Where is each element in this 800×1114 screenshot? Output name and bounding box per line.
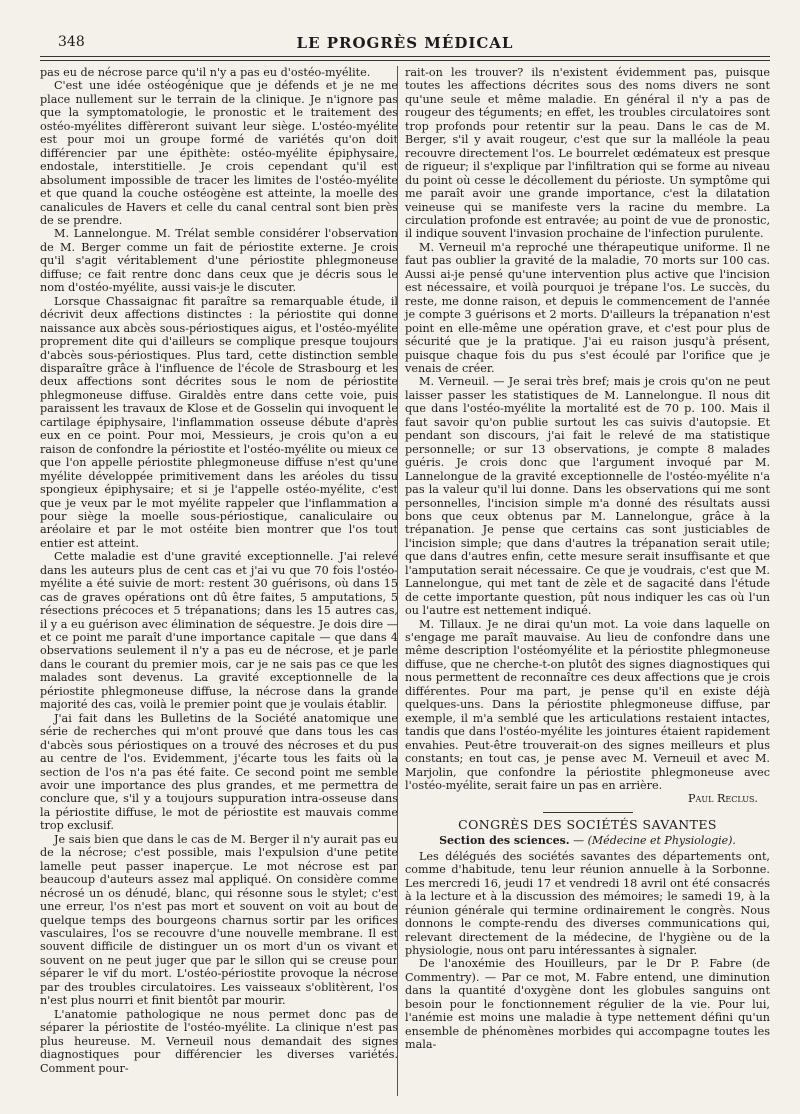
subtitle-italic: (Médecine et Physiologie). [587,834,736,848]
paragraph: Cette maladie est d'une gravité exceptionnelle. J'ai relevé dans les auteurs plus de cent cas et j'ai vu que 70 fois l'ostéo-myélite a été suivie de mort: restent 30 guérisons, où dans 15 cas de graves opérations ont dû être faites, 5 amputations, 5 résections précoces et 5 trépanations; dans les 15 autres cas, il y a eu guérison avec élimination de séquestre. Je dois dire — et ce point me paraît d'une importance capitale — que dans 4 observations seulement il n'y a pas eu de nécrose, et je parle dans le courant du premier mois, car je ne sais pas ce que les malades sont devenus. La gravité exceptionnelle de la périostite phlegmoneuse diffuse, la nécrose dans la grande majorité des cas, voilà le premier point que je voulais établir. [40,550,398,712]
paragraph: M. Verneuil m'a reproché une thérapeutique uniforme. Il ne faut pas oublier la gravité de la maladie, 70 morts sur 100 cas. Aussi ai-je pensé qu'une intervention plus active que l'incision est nécessaire, et voilà pourquoi je trépane l'os. Le succès, du reste, me donne raison, et depuis le commencement de l'année je compte 3 guérisons et 2 morts. D'ailleurs la trépanation n'est point en elle-même une opération grave, et c'est pour plus de sécurité que je la pratique. J'ai eu raison jusqu'à présent, puisque chaque fois du pus s'est écoulé par l'orifice que je venais de créer. [405,240,770,375]
header-rule [40,56,770,57]
right-column [405,66,770,1052]
paragraph: De l'anoxémie des Houilleurs, par le Dr P. Fabre (de Commentry). — Par ce mot, M. Fabre entend, une diminution dans la quantité d'oxygène dont les globules sanguins ont besoin pour le fonctionnement régulier de la vie. Pour lui, l'anémie est moins une maladie à type nettement défini qu'un ensemble de phénomènes morbides qui accompagne toutes les mala- [405,957,770,1052]
left-column [40,66,398,1075]
author-signature: Paul Reclus. [688,792,758,806]
page-number: 348 [58,34,85,50]
paragraph: Lorsque Chassaignac fit paraître sa remarquable étude, il décrivit deux affections distinctes : la périostite qui donne naissance aux abcès sous-périostiques aigus, et l'ostéo-myélite proprement dite qui d'ailleurs se complique presque toujours d'abcès sous-périostiques. Plus tard, cette distinction semble disparaître grâce à l'influence de l'école de Strasbourg et les deux affections sont décrites sous le nom de périostite phlegmoneuse diffuse. Giraldès entre dans cette voie, puis paraissent les travaux de Klose et de Gosselin qui invoquent le cartilage épiphysaire, l'inflammation osseuse débute d'après eux en ce point. Pour moi, Messieurs, je crois qu'on a eu raison de confondre la périostite et l'ostéo-myélite ou mieux ce que l'on appelle périostite phlegmoneuse diffuse n'est qu'une myélite développée primitivement dans les aréoles du tissu spongieux épiphysaire; et si je l'appelle ostéo-myélite, c'est que je veux par le mot myélite rappeler que l'inflammation a pour siège la moelle sous-périostique, canaliculaire ou aréolaire et par le mot ostéite bien montrer que l'os tout entier est atteint. [40,294,398,550]
paragraph: pas eu de nécrose parce qu'il n'y a pas eu d'ostéo-myélite. [40,66,371,79]
paragraph: L'anatomie pathologique ne nous permet donc pas de séparer la périostite de l'ostéo-myélite. La clinique n'est pas plus heureuse. M. Verneuil nous demandait des signes diagnostiques pour différencier les diverses variétés. Comment pour- [40,1007,398,1075]
paragraph: M. Tillaux. Je ne dirai qu'un mot. La voie dans laquelle on s'engage me paraît mauvaise. Au lieu de confondre dans une même description l'ostéomyélite et la périostite phlegmoneuse diffuse, que ne cherche-t-on plutôt des signes diagnostiques qui nous permettent de reconnaître ces deux affections que je crois différentes. Pour ma part, je pense qu'il en existe déjà quelques-uns. Dans la périostite phlegmoneuse diffuse, par exemple, il m'a semblé que les articulations restaient intactes, tandis que dans l'ostéo-myélite les jointures étaient rapidement envahies. Peut-être trouverait-on des signes meilleurs et plus constants; en tout cas, je pense avec M. Verneuil et avec M. Marjolin, que confondre la périostite phlegmoneuse avec l'ostéo-myélite, serait faire un pas en arrière. [405,617,770,793]
paragraph: Les délégués des sociétés savantes des départements ont, comme d'habitude, tenu leur réunion annuelle à la Sorbonne. Les mercredi 16, jeudi 17 et vendredi 18 avril ont été consacrés à la lecture et à la discussion des mémoires; le samedi 19, à la réunion générale qui termine ordinairement le congrès. Nous donnons le compte-rendu des diverses communications qui, relevant directement de la médecine, de l'hygiène ou de la physiologie, nous ont paru intéressantes à signaler. [405,849,770,957]
paragraph: M. Lannelongue. M. Trélat semble considérer l'observation de M. Berger comme un fait de périostite externe. Je crois qu'il s'agit véritablement d'une périostite phlegmoneuse diffuse; ce fait rentre donc dans ceux que je décris sous le nom d'ostéo-myélite, aussi vais-je le discuter. [40,227,398,295]
paragraph: M. Verneuil. — Je serai très bref; mais je crois qu'on ne peut laisser passer les statistiques de M. Lannelongue. Il nous dit que dans l'ostéo-myélite la mortalité est de 70 p. 100. Mais il faut savoir qu'on publie surtout les cas suivis d'autopsie. Et pendant son discours, j'ai fait le relevé de ma statistique personnelle; or sur 13 observations, je compte 8 malades guéris. Je crois donc que l'argument invoqué par M. Lannelongue de la gravité exceptionnelle de l'ostéo-myélite n'a pas la valeur qu'il lui donne. Dans les observations qui me sont personnelles, l'incision simple m'a donné des résultats aussi bons que ceux obtenus par M. Lannelongue, grâce à la trépanation. Je pense que certains cas sont justiciables de l'incision simple; que dans d'autres la trépanation serait utile; que dans d'autres enfin, cette mesure serait insuffisante et que l'amputation serait nécessaire. Ce que je voudrais, c'est que M. Lannelongue, qui met tant de zèle et de sagacité dans l'étude de cette importante question, pût nous indiquer les cas où l'un ou l'autre est nettement indiqué. [405,375,770,618]
running-title: LE PROGRÈS MÉDICAL [296,34,514,52]
section-divider [543,812,633,813]
column-divider [397,66,398,1096]
paragraph: J'ai fait dans les Bulletins de la Société anatomique une série de recherches qui m'ont prouvé que dans tous les cas d'abcès sous périostiques on a trouvé des nécroses et du pus au centre de l'os. Evidemment, j'écarte tous les faits où la section de l'os n'a pas été faite. Ce second point me semble avoir une importance des plus grandes, et me permettra de conclure que, s'il y a toujours suppuration intra-osseuse dans la périostite diffuse, le mot de périostite est mauvais comme trop exclusif. [40,711,398,833]
page-header [40,32,770,56]
section-title: CONGRÈS DES SOCIÉTÉS SAVANTES [458,816,717,832]
section-subtitle: Section des sciences. — (Médecine et Physiologie). [439,834,736,848]
paragraph: rait-on les trouver? ils n'existent évidemment pas, puisque toutes les affections décrites sous des noms divers ne sont qu'une seule et même maladie. En général il n'y a pas de rougeur des téguments; en effet, les troubles circulatoires sont trop profonds pour retentir sur la peau. Dans le cas de M. Berger, s'il y avait rougeur, c'est que sur la malléole la peau recouvre directement l'os. Le bourrelet œdémateux est presque de rigueur; il s'explique par l'infiltration qui se forme au niveau du point où cesse le décollement du périoste. Un symptôme qui me paraît avoir une grande importance, c'est la dilatation veineuse qui se manifeste vers la racine du membre. La circulation profonde est entravée; au point de vue de pronostic, il indique souvent l'invasion prochaine de l'infection purulente. [405,66,770,241]
subtitle-bold: Section des sciences. [439,834,570,848]
paragraph: C'est une idée ostéogénique que je défends et je ne me place nullement sur le terrain de la clinique. Je n'ignore pas que la symptomatologie, le pronostic et le traitement des ostéo-myélites diffèreront suivant leur siège. L'ostéo-myélite est pour moi un groupe formé de variétés qu'on doit différencier par une épithète: ostéo-myélite épiphysaire, endostale, interstitielle. Je crois cependant qu'il est absolument impossible de tracer les limites de l'ostéo-myélite et que quand la couche ostéogène est atteinte, la moelle des canalicules de Havers et celle du canal central sont bien près de se prendre. [40,79,398,227]
paragraph: Je sais bien que dans le cas de M. Berger il n'y aurait pas eu de la nécrose; c'est possible, mais l'expulsion d'une petite lamelle peut passer inaperçue. Le mot nécrose est par beaucoup d'auteurs assez mal appliqué. On considère comme nécrosé un os dénudé, blanc, qui résonne sous le stylet; c'est une erreur, l'os n'est pas mort et souvent on voit au bout de quelque temps des bourgeons charnus sortir par les orifices vasculaires, l'os se recouvre d'une nouvelle membrane. Il est souvent difficile de distinguer un os mort d'un os vivant et souvent on ne peut juger que par le sillon qui se creuse pour séparer le vif du mort. L'ostéo-périostite provoque la nécrose par des troubles circulatoires. Les vaisseaux s'oblitèrent, l'os n'est plus nourri et finit bientôt par mourir. [40,832,398,1008]
header-rule-thin [40,60,770,61]
